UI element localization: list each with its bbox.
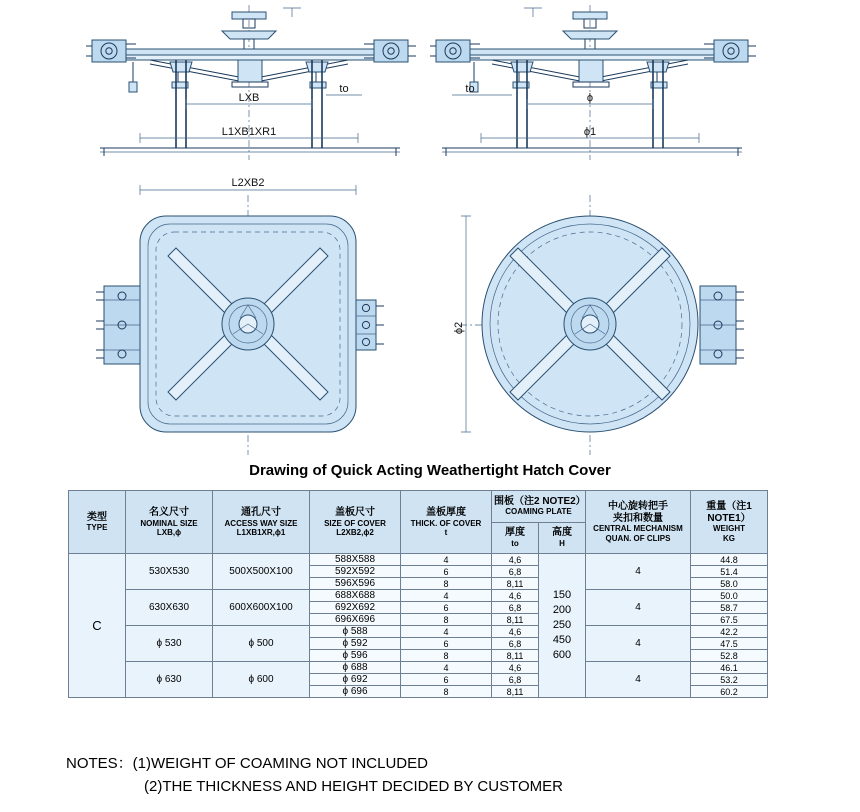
cell-coaming-t: 8,11 (492, 686, 539, 698)
cell-weight: 60.2 (691, 686, 768, 698)
note-line-2: (2)THE THICKNESS AND HEIGHT DECIDED BY CUSTOMER (144, 778, 563, 796)
cell-thick: 6 (401, 638, 492, 650)
cell-coaming-t: 8,11 (492, 614, 539, 626)
cell-cover: 692X692 (310, 602, 401, 614)
cell-weight: 50.0 (691, 590, 768, 602)
th-size-of-cover: 盖板尺寸 SIZE OF COVER L2XB2,ϕ2 (310, 491, 401, 554)
cell-cover: ϕ 592 (310, 638, 401, 650)
cell-weight: 52.8 (691, 650, 768, 662)
cell-access: ϕ 600 (213, 662, 310, 698)
cell-weight: 67.5 (691, 614, 768, 626)
dim-l1xb1xr1: L1XB1XR1 (221, 126, 277, 138)
cell-cover: 592X592 (310, 566, 401, 578)
cell-thick: 6 (401, 674, 492, 686)
cell-coaming-t: 4,6 (492, 590, 539, 602)
cell-thick: 4 (401, 626, 492, 638)
cell-thick: 8 (401, 686, 492, 698)
cell-weight: 44.8 (691, 554, 768, 566)
cell-thick: 4 (401, 662, 492, 674)
th-weight: 重量（注1 NOTE1） WEIGHT KG (691, 491, 768, 554)
cell-coaming-t: 6,8 (492, 638, 539, 650)
cell-cover: 696X696 (310, 614, 401, 626)
cell-coaming-heights: 150 200 250 450 600 (539, 554, 586, 698)
clip-assembly-right (356, 300, 384, 350)
cell-thick: 6 (401, 566, 492, 578)
dim-phi2: ϕ2 (453, 321, 465, 335)
clip-assembly-round-right (700, 286, 744, 364)
cell-coaming-t: 4,6 (492, 554, 539, 566)
table-row (69, 554, 768, 566)
cell-coaming-t: 8,11 (492, 650, 539, 662)
cell-coaming-t: 6,8 (492, 674, 539, 686)
th-nominal-size: 名义尺寸 NOMINAL SIZE LXB,ϕ (126, 491, 213, 554)
cell-nominal: 630X630 (126, 590, 213, 626)
cell-cover: ϕ 596 (310, 650, 401, 662)
dim-l2xb2: L2XB2 (231, 177, 265, 189)
clip-assembly-left (96, 286, 140, 364)
cell-coaming-t: 6,8 (492, 566, 539, 578)
cell-weight: 51.4 (691, 566, 768, 578)
cell-weight: 53.2 (691, 674, 768, 686)
cell-clips: 4 (586, 590, 691, 626)
spec-table (68, 490, 768, 698)
cell-nominal: ϕ 630 (126, 662, 213, 698)
cell-weight: 47.5 (691, 638, 768, 650)
dim-lxb: LXB (238, 92, 260, 104)
cell-thick: 4 (401, 554, 492, 566)
th-coaming-plate: 围板（注2 NOTE2） COAMING PLATE (492, 491, 586, 523)
th-central-mechanism: 中心旋转把手 夹扣和数量 CENTRAL MECHANISM QUAN. OF CLIPS (586, 491, 691, 554)
cell-coaming-t: 4,6 (492, 626, 539, 638)
cell-coaming-t: 4,6 (492, 662, 539, 674)
cell-access: 500X500X100 (213, 554, 310, 590)
cell-thick: 8 (401, 578, 492, 590)
cell-clips: 4 (586, 626, 691, 662)
cell-cover: 688X688 (310, 590, 401, 602)
table-row (69, 662, 768, 674)
cell-cover: 588X588 (310, 554, 401, 566)
table-header-row-1 (69, 491, 768, 523)
cell-cover: ϕ 696 (310, 686, 401, 698)
th-type: 类型 TYPE (69, 491, 126, 554)
dim-to-left: to (339, 83, 349, 95)
cell-coaming-t: 8,11 (492, 578, 539, 590)
cell-cover: ϕ 692 (310, 674, 401, 686)
th-access-way-size: 通孔尺寸 ACCESS WAY SIZE L1XB1XR,ϕ1 (213, 491, 310, 554)
cell-weight: 58.7 (691, 602, 768, 614)
th-coaming-thickness: 厚度 to (492, 522, 539, 554)
cell-thick: 6 (401, 602, 492, 614)
note-line-1: NOTES：(1)WEIGHT OF COAMING NOT INCLUDED (66, 755, 428, 772)
cell-access: ϕ 500 (213, 626, 310, 662)
plan-view-round (453, 195, 744, 455)
cell-nominal: ϕ 530 (126, 626, 213, 662)
dim-to-right: to (465, 83, 475, 95)
cell-clips: 4 (586, 662, 691, 698)
table-row (69, 626, 768, 638)
cell-cover: 596X596 (310, 578, 401, 590)
plan-view-square (96, 177, 384, 455)
cell-thick: 4 (401, 590, 492, 602)
cell-thick: 8 (401, 614, 492, 626)
section-view-round (430, 5, 756, 160)
cell-type: C (69, 554, 126, 698)
cell-weight: 58.0 (691, 578, 768, 590)
cell-nominal: 530X530 (126, 554, 213, 590)
cell-weight: 46.1 (691, 662, 768, 674)
page-title: Drawing of Quick Acting Weathertight Hatch Cover (249, 462, 611, 479)
cell-weight: 42.2 (691, 626, 768, 638)
th-coaming-height: 高度 H (539, 522, 586, 554)
cell-coaming-t: 6,8 (492, 602, 539, 614)
cell-cover: ϕ 688 (310, 662, 401, 674)
notes-block (66, 752, 563, 799)
cell-thick: 8 (401, 650, 492, 662)
table-body (69, 554, 768, 698)
cell-cover: ϕ 588 (310, 626, 401, 638)
table-row (69, 590, 768, 602)
dim-phi1: ϕ1 (583, 126, 597, 138)
cell-access: 600X600X100 (213, 590, 310, 626)
th-thickness-of-cover: 盖板厚度 THICK. OF COVER t (401, 491, 492, 554)
cell-clips: 4 (586, 554, 691, 590)
section-view-square (86, 5, 416, 160)
dim-phi: ϕ (586, 92, 594, 104)
